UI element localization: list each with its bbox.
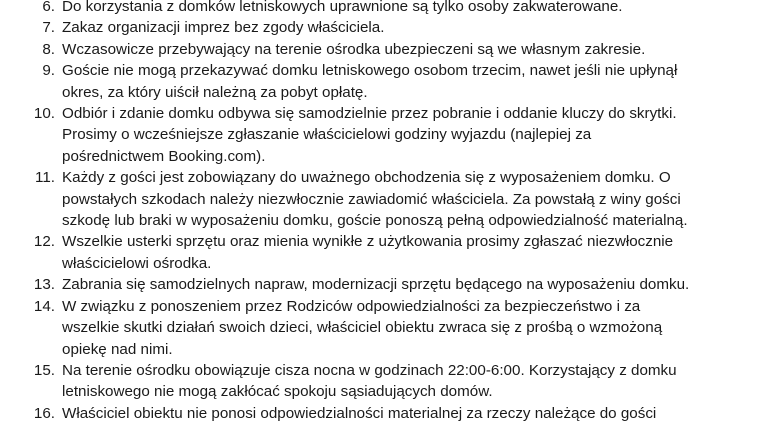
rule-item — [0, 274, 768, 295]
rule-number: 6. — [42, 0, 55, 15]
rule-item — [0, 17, 768, 38]
rule-text-line: letniskowego nie mogą zakłócać spokoju sąsiadujących domów. — [62, 383, 493, 401]
rule-number: 7. — [42, 19, 55, 37]
rule-text-line: Odbiór i zdanie domku odbywa się samodzielnie przez pobranie i oddanie kluczy do skrytki. — [62, 105, 677, 123]
rule-item — [0, 360, 768, 403]
rule-text-line: Zabrania się samodzielnych napraw, modernizacji sprzętu będącego na wyposażeniu domku. — [62, 276, 690, 294]
rule-text-line: Każdy z gości jest zobowiązany do uważnego obchodzenia się z wyposażeniem domku. O — [62, 169, 671, 187]
rule-number: 10. — [33, 105, 55, 123]
rule-text-line: opiekę nad nimi. — [62, 340, 173, 358]
rule-text-line: Właściciel obiektu nie ponosi odpowiedzialności materialnej za rzeczy należące do gości — [62, 404, 657, 422]
rule-item — [0, 0, 768, 17]
rule-text-line: W związku z ponoszeniem przez Rodziców odpowiedzialności za bezpieczeństwo i za — [62, 297, 641, 315]
rule-text-line: Wszelkie usterki sprzętu oraz mienia wynikłe z użytkowania prosimy zgłaszać niezwłocznie — [62, 233, 674, 251]
rule-item — [0, 167, 768, 231]
rule-text-line: powstałych szkodach należy niezwłocznie zawiadomić właściciela. Za powstałą z winy gości — [62, 190, 681, 208]
rule-item — [0, 39, 768, 60]
rule-text-line: Do korzystania z domków letniskowych uprawnione są tylko osoby zakwaterowane. — [62, 0, 623, 15]
rule-number: 13. — [33, 276, 55, 294]
rule-text-line: Wczasowicze przebywający na terenie ośrodka ubezpieczeni są we własnym zakresie. — [62, 40, 646, 58]
rule-number: 11. — [35, 169, 55, 187]
rule-text-line: szkodę lub braki w wyposażeniu domku, goście ponoszą pełną odpowiedzialność materialną. — [62, 212, 688, 230]
rule-item — [0, 403, 768, 424]
rule-text-line: Na terenie ośrodku obowiązuje cisza nocna w godzinach 22:00-6:00. Korzystający z domku — [62, 361, 677, 379]
rule-item — [0, 60, 768, 103]
rule-text-line: okres, za który uiścił należną za pobyt opłatę. — [62, 83, 368, 101]
rule-number: 16. — [33, 404, 55, 422]
rule-text-line: Goście nie mogą przekazywać domku letniskowego osobom trzecim, nawet jeśli nie upłynął — [62, 62, 678, 80]
rule-text-line: właścicielowi ośrodka. — [62, 254, 212, 272]
rule-number: 15. — [33, 361, 55, 379]
rule-text-line: wszelkie skutki działań swoich dzieci, właściciel obiektu zwraca się z prośbą o wzmożoną — [62, 319, 663, 337]
rule-text-line: Prosimy o wcześniejsze zgłaszanie właścicielowi godziny wyjazdu (najlepiej za — [62, 126, 592, 144]
rule-item — [0, 103, 768, 167]
rule-number: 14. — [33, 297, 55, 315]
rule-number: 8. — [42, 40, 55, 58]
rule-item — [0, 231, 768, 274]
rule-number: 9. — [42, 62, 55, 80]
rule-item — [0, 296, 768, 360]
rule-text-line: Zakaz organizacji imprez bez zgody właściciela. — [62, 19, 385, 37]
rule-text-line: pośrednictwem Booking.com). — [62, 147, 266, 165]
rule-number: 12. — [33, 233, 55, 251]
